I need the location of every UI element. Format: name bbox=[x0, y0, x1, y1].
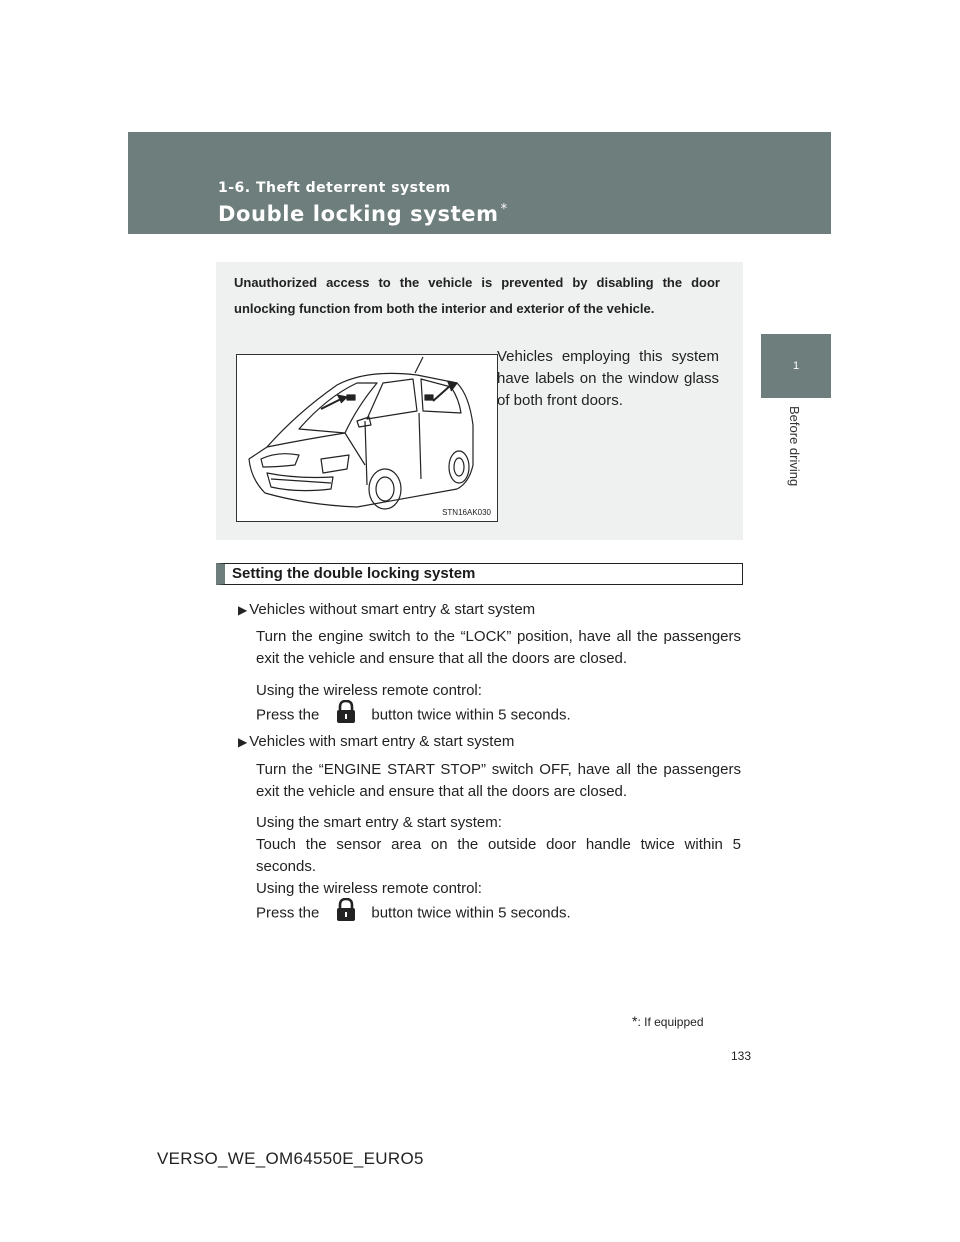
section-heading: Setting the double locking system bbox=[216, 563, 743, 585]
paragraph: Touch the sensor area on the outside door handle twice within 5 seconds. bbox=[256, 836, 741, 875]
triangle-bullet-icon: ▶ bbox=[238, 735, 248, 749]
car-drawing-icon bbox=[237, 355, 497, 521]
figure-code: STN16AK030 bbox=[442, 508, 491, 517]
page-header bbox=[128, 132, 831, 234]
intro-text: Unauthorized access to the vehicle is prevented by disabling the door unlocking function from both the interior and exterior of the vehicle. bbox=[234, 275, 720, 316]
bullet-item bbox=[238, 733, 514, 750]
section-label: 1-6. Theft deterrent system bbox=[218, 180, 451, 196]
chapter-tab: 1 bbox=[761, 334, 831, 398]
page-number: 133 bbox=[731, 1049, 752, 1063]
footnote bbox=[632, 1013, 704, 1029]
triangle-bullet-icon: ▶ bbox=[238, 603, 248, 617]
page-title bbox=[218, 202, 508, 226]
paragraph: Turn the “ENGINE START STOP” switch OFF, have all the passengers exit the vehicle and ensure that all the doors are closed. bbox=[256, 761, 741, 800]
intro-box bbox=[216, 262, 743, 540]
footnote-text: : If equipped bbox=[637, 1015, 704, 1029]
page-title-text: Double locking system bbox=[218, 202, 499, 226]
bullet-text: Vehicles without smart entry & start system bbox=[249, 601, 536, 618]
press-suffix: button twice within 5 seconds. bbox=[371, 904, 571, 922]
press-prefix: Press the bbox=[256, 706, 320, 724]
if-equipped-mark: * bbox=[500, 202, 508, 217]
bullet-item bbox=[238, 601, 535, 618]
car-illustration bbox=[236, 354, 498, 522]
press-instruction bbox=[256, 700, 741, 731]
paragraph: Using the smart entry & start system: bbox=[256, 814, 502, 831]
paragraph: Turn the engine switch to the “LOCK” position, have all the passengers exit the vehicle and ensure that all the doors are closed. bbox=[256, 628, 741, 667]
label-note: Vehicles employing this system have labels on the window glass of both front doors. bbox=[497, 348, 719, 409]
lock-icon bbox=[335, 700, 357, 731]
paragraph: Using the wireless remote control: bbox=[256, 880, 482, 897]
press-prefix: Press the bbox=[256, 904, 320, 922]
bullet-text: Vehicles with smart entry & start system bbox=[249, 733, 515, 750]
press-suffix: button twice within 5 seconds. bbox=[371, 706, 571, 724]
document-code: VERSO_WE_OM64550E_EURO5 bbox=[157, 1149, 424, 1168]
paragraph: Using the wireless remote control: bbox=[256, 682, 482, 699]
footnote-mark: * bbox=[632, 1013, 638, 1029]
press-instruction bbox=[256, 898, 741, 929]
chapter-label: Before driving bbox=[787, 406, 802, 487]
lock-icon bbox=[335, 898, 357, 929]
